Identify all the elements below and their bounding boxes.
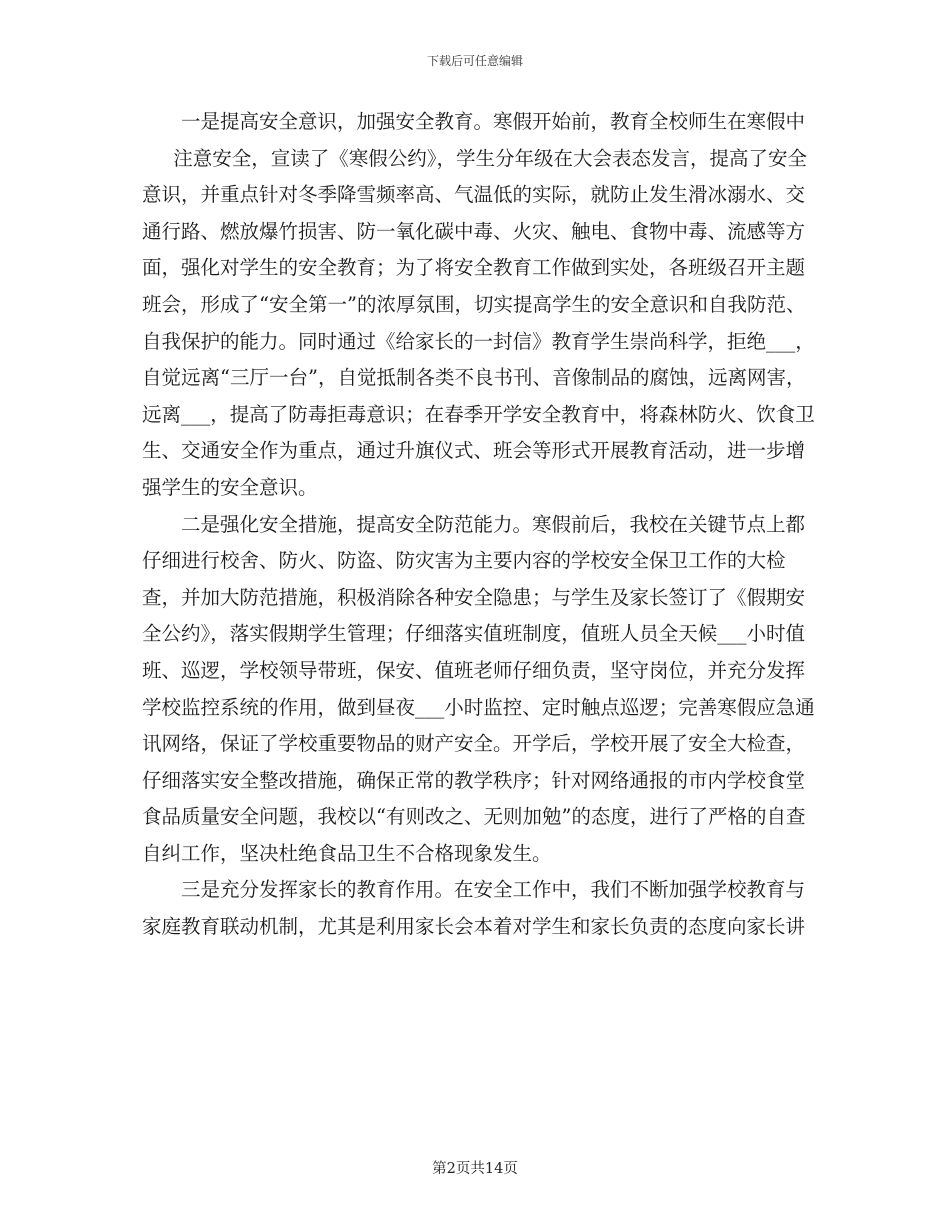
document-body <box>142 104 818 946</box>
paragraph-1: 一是提高安全意识，加强安全教育。寒假开始前，教育全校师生在寒假中 <box>181 110 806 133</box>
page-footer: 第2页共14页 <box>432 1161 518 1177</box>
paragraph-3: 二是强化安全措施，提高安全防范能力。寒假前后，我校在关键节点上都仔细进行校舍、防火、防盗、防灾害为主要内容的学校安全保卫工作的大检查，并加大防范措施，积极消除各种安全隐患；与学生及家长签订了《假期安全公约》，落实假期学生管理；仔细落实值班制度，值班人员全天候___小时值班、巡逻，学校领导带班，保安、值班老师仔细负责，坚守岗位，并充分发挥学校监控系统的作用，做到昼夜___小时监控、定时触点巡逻；完善寒假应急通讯网络，保证了学校重要物品的财产安全。开学后，学校开展了安全大检查，仔细落实安全整改措施，确保正常的教学秩序；针对网络通报的市内学校食堂食品质量安全问题，我校以“有则改之、无则加勉”的态度，进行了严格的自查自纠工作，坚决杜绝食品卫生不合格现象发生。 <box>142 512 815 865</box>
paragraph-2: 注意安全，宣读了《寒假公约》，学生分年级在大会表态发言，提高了安全意识，并重点针对冬季降雪频率高、气温低的实际，就防止发生滑冰溺水、交通行路、燃放爆竹损害、防一氧化碳中毒、火灾、触电、食物中毒、流感等方面，强化对学生的安全教育；为了将安全教育工作做到实处，各班级召开主题班会，形成了“安全第一”的浓厚氛围，切实提高学生的安全意识和自我防范、自我保护的能力。同时通过《给家长的一封信》教育学生崇尚科学，拒绝___，自觉远离“三厅一台”，自觉抵制各类不良书刊、音像制品的腐蚀，远离网害，远离___，提高了防毒拒毒意识；在春季开学安全教育中，将森林防火、饮食卫生、交通安全作为重点，通过升旗仪式、班会等形式开展教育活动，进一步增强学生的安全意识。 <box>142 146 815 499</box>
page-header: 下载后可任意编辑 <box>426 54 523 68</box>
paragraph-4: 三是充分发挥家长的教育作用。在安全工作中，我们不断加强学校教育与家庭教育联动机制，尤其是利用家长会本着对学生和家长负责的态度向家长讲 <box>142 878 806 939</box>
